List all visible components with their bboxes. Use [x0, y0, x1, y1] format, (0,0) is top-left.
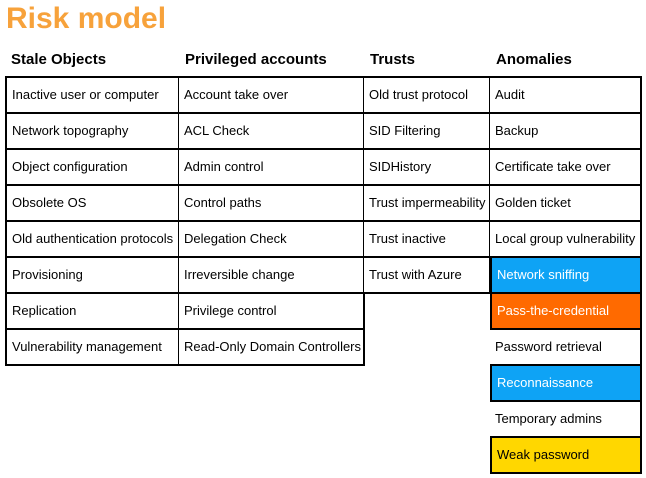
rule-cell[interactable]: Trust impermeability — [364, 186, 491, 222]
rule-cell[interactable]: Replication — [5, 294, 180, 330]
rule-cell[interactable]: Trust inactive — [364, 222, 491, 258]
rule-cell[interactable]: Admin control — [179, 150, 365, 186]
rule-cell[interactable]: Account take over — [179, 78, 365, 114]
rule-cell[interactable]: Inactive user or computer — [5, 78, 180, 114]
rule-cell[interactable]: Backup — [490, 114, 642, 150]
rule-cell[interactable]: Reconnaissance — [490, 366, 642, 402]
rule-cell[interactable]: Password retrieval — [490, 330, 642, 366]
cell-list — [5, 76, 180, 366]
rule-cell[interactable]: Object configuration — [5, 150, 180, 186]
cell-list — [490, 76, 642, 474]
column-header: Stale Objects — [11, 51, 107, 68]
rule-cell[interactable]: Trust with Azure — [364, 258, 491, 294]
column-header: Anomalies — [496, 51, 572, 68]
rule-cell[interactable]: Old trust protocol — [364, 78, 491, 114]
cell-list — [364, 76, 491, 294]
rule-cell[interactable]: Audit — [490, 78, 642, 114]
rule-cell[interactable]: Old authentication protocols — [5, 222, 180, 258]
rule-cell[interactable]: Provisioning — [5, 258, 180, 294]
rule-cell[interactable]: Delegation Check — [179, 222, 365, 258]
rule-cell[interactable]: Pass-the-credential — [490, 294, 642, 330]
rule-cell[interactable]: Golden ticket — [490, 186, 642, 222]
rule-cell[interactable]: ACL Check — [179, 114, 365, 150]
rule-cell[interactable]: SID Filtering — [364, 114, 491, 150]
column-privileged-accounts — [179, 46, 365, 366]
rule-cell[interactable]: Local group vulnerability — [490, 222, 642, 258]
rule-cell[interactable]: Network topography — [5, 114, 180, 150]
rule-cell[interactable]: Irreversible change — [179, 258, 365, 294]
rule-cell[interactable]: SIDHistory — [364, 150, 491, 186]
rule-cell[interactable]: Read-Only Domain Controllers — [179, 330, 365, 366]
column-stale-objects — [5, 46, 180, 366]
rule-cell[interactable]: Privilege control — [179, 294, 365, 330]
rule-cell[interactable]: Temporary admins — [490, 402, 642, 438]
column-header: Privileged accounts — [185, 51, 327, 68]
cell-list — [179, 76, 365, 366]
column-anomalies — [490, 46, 642, 474]
column-trusts — [364, 46, 491, 294]
rule-cell[interactable]: Weak password — [490, 438, 642, 474]
page-title: Risk model — [6, 2, 167, 35]
column-header: Trusts — [370, 51, 416, 68]
rule-cell[interactable]: Control paths — [179, 186, 365, 222]
rule-cell[interactable]: Network sniffing — [490, 258, 642, 294]
rule-cell[interactable]: Vulnerability management — [5, 330, 180, 366]
rule-cell[interactable]: Certificate take over — [490, 150, 642, 186]
rule-cell[interactable]: Obsolete OS — [5, 186, 180, 222]
